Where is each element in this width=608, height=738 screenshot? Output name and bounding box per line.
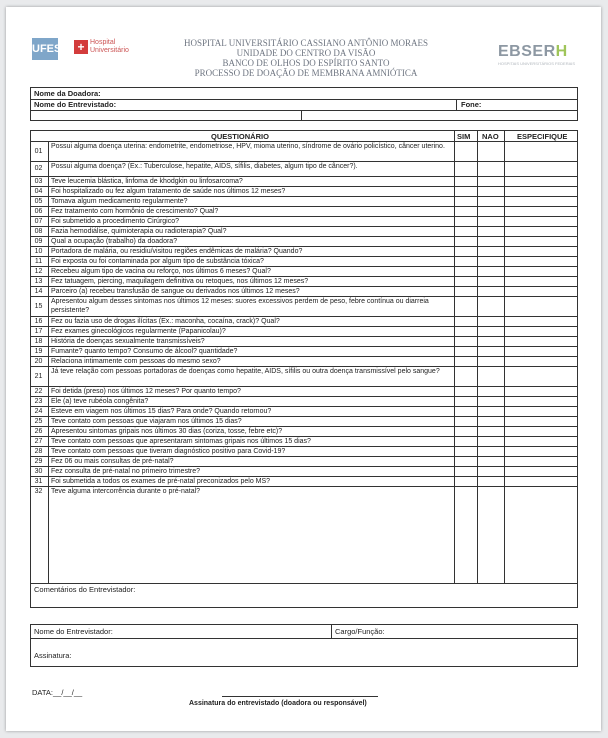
answer-cell-sim[interactable] (455, 162, 477, 177)
question-text: Relaciona intimamente com pessoas do mesmo sexo? (51, 358, 221, 365)
question-text: Esteve em viagem nos últimos 15 dias? Para onde? Quando retornou? (51, 408, 272, 415)
header-line-4: PROCESSO DE DOAÇÃO DE MEMBRANA AMNIÓTICA (194, 68, 418, 78)
answer-cell-especifique[interactable] (505, 162, 577, 177)
name-block (30, 87, 578, 121)
question-text: Foi detida (preso) nos últimos 12 meses? Por quanto tempo? (51, 388, 241, 395)
col-header-especifique: ESPECIFIQUE (517, 132, 568, 141)
table-row (31, 142, 579, 162)
question-text: Teve contato com pessoas que apresentaram sintomas gripais nos últimos 15 dias? (51, 438, 311, 445)
question-number: 22 (34, 387, 43, 395)
answer-cell-especifique[interactable] (505, 367, 577, 387)
question-text: Ele (a) teve rubéola congênita? (51, 398, 149, 405)
question-number: 28 (34, 447, 43, 455)
col-header-questionario: QUESTIONÁRIO (211, 132, 269, 141)
question-number: 08 (34, 227, 43, 235)
question-number: 16 (34, 317, 43, 325)
question-text: Recebeu algum tipo de vacina ou reforço, nos últimos 6 meses? Qual? (51, 268, 271, 275)
question-number: 03 (34, 177, 43, 185)
entrevistador-field[interactable]: Nome do Entrevistador: (34, 627, 113, 636)
question-number: 15 (34, 302, 43, 310)
question-text: Fez tratamento com hormônio de crescimento? Qual? (51, 208, 219, 215)
question-text: Portadora de malária, ou residiu/visitou regiões endêmicas de malária? Quando? (51, 248, 303, 255)
question-number: 18 (34, 337, 43, 345)
document-page (6, 7, 601, 731)
question-text: Possui alguma doença uterina: endometrite, endometriose, HPV, mioma uterino, síndrome de ovário policístico, câncer uterino. (51, 143, 445, 150)
question-text: Fez tatuagem, piercing, maquilagem definitiva ou retoques, nos últimos 12 meses? (51, 278, 309, 285)
question-number: 24 (34, 407, 43, 415)
header-line-2: UNIDADE DO CENTRO DA VISÃO (236, 48, 376, 58)
hospital-logo-text: Hospital Universitário (90, 39, 129, 54)
signature-line (222, 696, 378, 697)
question-text: Parceiro (a) recebeu transfusão de sangue ou derivados nos últimos 12 meses? (51, 288, 300, 295)
question-number: 05 (34, 197, 43, 205)
answer-cell-sim[interactable] (455, 142, 477, 162)
ebserh-logo-h: H (555, 43, 568, 60)
comments-field[interactable]: Comentários do Entrevistador: (34, 585, 136, 594)
hospital-cross-icon: + (74, 40, 88, 54)
answer-cell-nao[interactable] (478, 487, 504, 498)
ufes-logo-box: UFES (32, 38, 58, 60)
table-row (31, 162, 579, 177)
question-number: 32 (34, 488, 43, 495)
answer-cell-sim[interactable] (455, 367, 477, 387)
question-number: 17 (34, 327, 43, 335)
question-number: 01 (34, 147, 43, 155)
question-number: 31 (34, 477, 43, 485)
question-text: Apresentou sintomas gripais nos últimos 30 dias (coriza, tosse, febre etc)? (51, 428, 283, 435)
cargo-field[interactable]: Cargo/Função: (335, 627, 385, 636)
header-line-3: BANCO DE OLHOS DO ESPÍRITO SANTO (222, 58, 390, 68)
assinatura-field[interactable]: Assinatura: (34, 651, 72, 660)
question-text: Foi submetido a procedimento Cirúrgico? (51, 218, 180, 225)
question-text: Fez ou fazia uso de drogas ilícitas (Ex.: maconha, cocaína, crack)? Qual? (51, 318, 280, 325)
question-number: 12 (34, 267, 43, 275)
question-text: Teve contato com pessoas que viajaram nos últimos 15 dias? (51, 418, 242, 425)
ebserh-logo-main: EBSER (498, 43, 556, 60)
question-text: Fez exames ginecológicos regularmente (Papanicolau)? (51, 328, 226, 335)
interviewer-block (30, 624, 578, 667)
question-number: 06 (34, 207, 43, 215)
question-number: 25 (34, 417, 43, 425)
table-row (31, 367, 579, 387)
question-number: 11 (34, 257, 43, 265)
question-text: Fazia hemodiálise, quimioterapia ou radioterapia? Qual? (51, 228, 227, 235)
questionnaire-table (30, 130, 578, 608)
question-text: Apresentou algum desses sintomas nos últimos 12 meses: suores excessivos perdem de peso, febre contínua ou diarreia persistente? (51, 298, 429, 314)
answer-cell-especifique[interactable] (505, 142, 577, 162)
entrevistado-signature-label: Assinatura do entrevistado (doadora ou responsável) (189, 700, 367, 707)
question-number: 20 (34, 357, 43, 365)
question-number: 26 (34, 427, 43, 435)
question-number: 21 (34, 372, 43, 380)
answer-cell-sim[interactable] (455, 487, 477, 498)
answer-cell-especifique[interactable] (505, 297, 577, 317)
question-number: 30 (34, 467, 43, 475)
answer-cell-nao[interactable] (478, 142, 504, 162)
question-number: 19 (34, 347, 43, 355)
question-text: Tomava algum medicamento regularmente? (51, 198, 188, 205)
question-number: 23 (34, 397, 43, 405)
col-header-nao: NAO (482, 132, 499, 141)
doadora-field[interactable]: Nome da Doadora: (34, 89, 101, 98)
question-number: 07 (34, 217, 43, 225)
question-text: Já teve relação com pessoas portadoras de doenças como hepatite, AIDS, sífilis ou outra doença transmissível pelo sangue? (51, 368, 440, 375)
question-number: 02 (34, 165, 43, 172)
question-text: Fez 06 ou mais consultas de pré-natal? (51, 458, 174, 465)
table-row (31, 487, 579, 498)
question-text: História de doenças sexualmente transmissíveis? (51, 338, 205, 345)
question-number: 10 (34, 247, 43, 255)
table-row (31, 297, 579, 317)
question-number: 29 (34, 457, 43, 465)
ebserh-logo-subtitle: HOSPITAIS UNIVERSITÁRIOS FEDERAIS (498, 61, 576, 66)
ufes-logo (32, 38, 129, 64)
document-header (146, 38, 466, 78)
question-number: 04 (34, 187, 43, 195)
question-text: Foi exposta ou foi contaminada por algum tipo de substância tóxica? (51, 258, 264, 265)
question-number: 09 (34, 237, 43, 245)
question-text: Teve alguma intercorrência durante o pré-natal? (51, 488, 201, 495)
question-text: Teve leucemia blástica, linfoma de khodgkin ou linfosarcoma? (51, 178, 243, 185)
answer-cell-especifique[interactable] (505, 487, 577, 498)
answer-cell-nao[interactable] (478, 367, 504, 387)
question-text: Teve contato com pessoas que tiveram diagnóstico positivo para Covid-19? (51, 448, 286, 455)
question-number: 27 (34, 437, 43, 445)
ebserh-logo (498, 43, 568, 61)
question-number: 13 (34, 277, 43, 285)
answer-cell-sim[interactable] (455, 297, 477, 317)
question-text: Possui alguma doença? (Ex.: Tuberculose, hepatite, AIDS, sífilis, diabetes, algum tipo de câncer?). (51, 163, 358, 170)
question-number: 14 (34, 287, 43, 295)
question-text: Fumante? quanto tempo? Consumo de álcool? quantidade? (51, 348, 238, 355)
col-header-sim: SIM (457, 132, 471, 141)
question-text: Foi hospitalizado ou fez algum tratamento de saúde nos últimos 12 meses? (51, 188, 286, 195)
question-text: Fez consulta de pré-natal no primeiro trimestre? (51, 468, 201, 475)
date-field[interactable]: DATA:__/__/__ (32, 688, 83, 697)
answer-cell-nao[interactable] (478, 162, 504, 177)
entrevistado-field[interactable]: Nome do Entrevistado: (34, 100, 117, 109)
fone-field[interactable]: Fone: (461, 100, 482, 109)
question-text: Foi submetida a todos os exames de pré-natal preconizados pelo MS? (51, 478, 271, 485)
answer-cell-nao[interactable] (478, 297, 504, 317)
question-text: Qual a ocupação (trabalho) da doadora? (51, 238, 178, 245)
header-line-1: HOSPITAL UNIVERSITÁRIO CASSIANO ANTÔNIO MORAES (184, 38, 428, 48)
